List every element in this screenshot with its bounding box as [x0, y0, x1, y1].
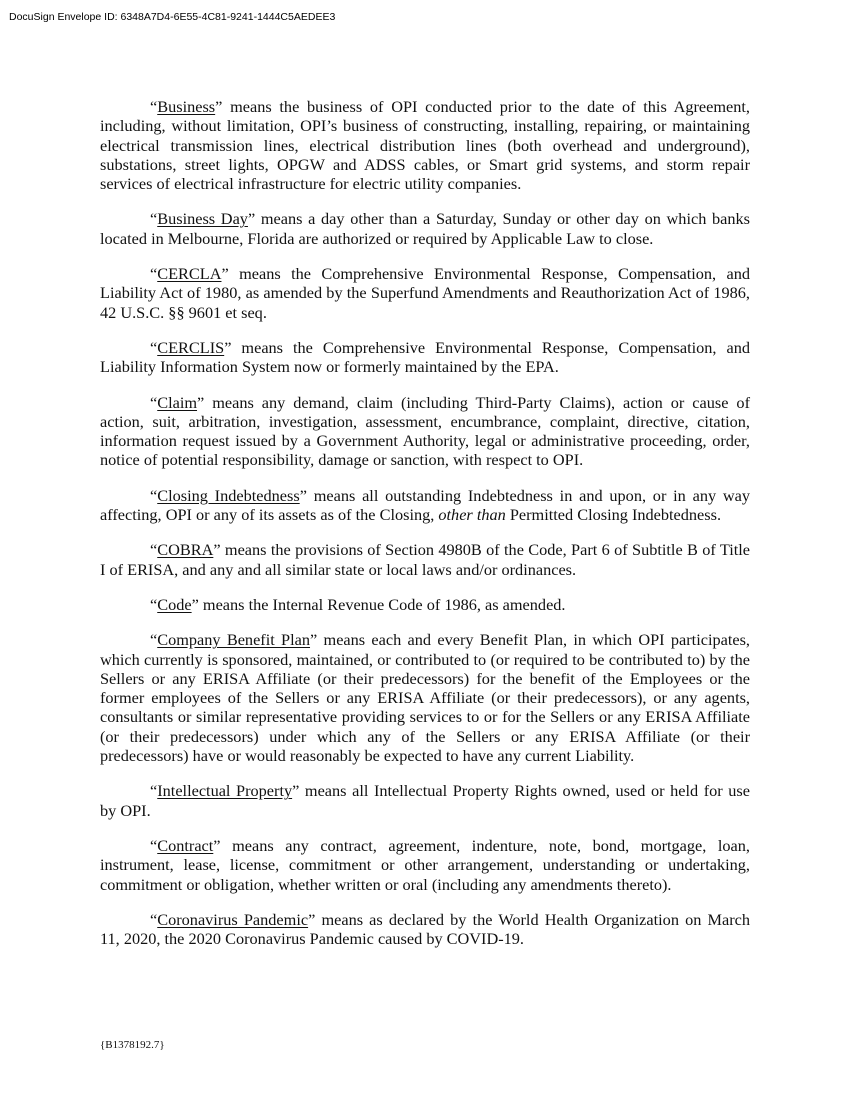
definition-text: means a day other than a Saturday, Sunday or other day on which banks located in Melbourne, Florida are authorized or required by Applicable Law to close. [100, 209, 750, 248]
definition-text: means the business of OPI conducted prior to the date of this Agreement, including, without limitation, OPI’s business of constructing, installing, repairing, or maintaining electrical transmission lines, electrical distribution lines (both overhead and underground), substations, street lights, OPGW and ADSS cables, or Smart grid systems, and storm repair services of electrical infrastructure for electric utility companies. [100, 97, 750, 194]
term-cerclis: CERCLIS [157, 337, 225, 357]
definition-business-day: “Business Day” means a day other than a Saturday, Sunday or other day on which banks located in Melbourne, Florida are authorized or required by Applicable Law to close. [100, 209, 750, 248]
definition-coronavirus-pandemic: “Coronavirus Pandemic” means as declared by the World Health Organization on March 11, 2020, the 2020 Coronavirus Pandemic caused by COVID-19. [100, 909, 751, 949]
definition-business: “Business” means the business of OPI conducted prior to the date of this Agreement, including, without limitation, OPI’s business of constructing, installing, repairing, or maintaining electrical transmission lines, electrical distribution lines (both overhead and underground), substations, street lights, OPGW and ADSS cables, or Smart grid systems, and storm repair services of electrical infrastructure for electric utility companies. [100, 97, 750, 194]
definition-text: means as declared by the World Health Organization on March 11, 2020, the 2020 Coronavirus Pandemic caused by COVID-19. [100, 909, 751, 949]
term-business: Business [157, 97, 216, 116]
definition-text: means the Comprehensive Environmental Response, Compensation, and Liability Information System now or formerly maintained by the EPA. [100, 337, 750, 377]
term-code: Code [157, 594, 192, 614]
definition-closing-indebtedness: “Closing Indebtedness” means all outstanding Indebtedness in and upon, or in any way affecting, OPI or any of its assets as of the Closing, other than Permitted Closing Indebtedness. [100, 485, 751, 525]
definitions-section [100, 97, 750, 964]
definition-company-benefit-plan: “Company Benefit Plan” means each and every Benefit Plan, in which OPI participates, which currently is sponsored, maintained, or contributed to (or required to be contributed to) by the Sellers or any ERISA Affiliate (or their predecessors) for the benefit of the Employees or the former employees of the Sellers or any ERISA Affiliate (or their predecessors), or any agents, consultants or similar representative providing services to or for the Sellers or any ERISA Affiliate (or their predecessors) under which any of the Sellers or any ERISA Affiliate (or their predecessors) have or would reasonably be expected to have any current Liability. [100, 630, 751, 766]
definition-cobra: “COBRA” means the provisions of Section 4980B of the Code, Part 6 of Subtitle B of Title I of ERISA, and any and all similar state or local laws and/or ordinances. [100, 540, 750, 579]
term-cercla: CERCLA [157, 264, 222, 284]
term-business-day: Business Day [157, 209, 248, 229]
term-coronavirus-pandemic: Coronavirus Pandemic [157, 909, 309, 929]
definition-text-tail: Permitted Closing Indebtedness. [505, 505, 722, 525]
definition-cerclis: “CERCLIS” means the Comprehensive Environmental Response, Compensation, and Liability Information System now or formerly maintained by the EPA. [100, 337, 750, 377]
definition-contract: “Contract” means any contract, agreement, indenture, note, bond, mortgage, loan, instrument, lease, license, commitment or other arrangement, understanding or undertaking, commitment or obligation, whether written or oral (including any amendments thereto). [100, 835, 750, 894]
term-intellectual-property: Intellectual Property [157, 781, 293, 801]
definition-text: means the Internal Revenue Code of 1986, as amended. [198, 594, 566, 614]
docusign-envelope-id: DocuSign Envelope ID: 6348A7D4-6E55-4C81-9241-1444C5AEDEE3 [9, 11, 336, 23]
definition-cercla: “CERCLA” means the Comprehensive Environmental Response, Compensation, and Liability Act of 1980, as amended by the Superfund Amendments and Reauthorization Act of 1986, 42 U.S.C. §§ 9601 et seq. [100, 264, 750, 322]
term-contract: Contract [157, 835, 214, 855]
document-footer-code: {B1378192.7} [100, 1039, 165, 1051]
definition-intellectual-property: “Intellectual Property” means all Intellectual Property Rights owned, used or held for use by OPI. [100, 781, 750, 820]
definition-text: means any demand, claim (including Third-Party Claims), action or cause of action, suit, arbitration, investigation, assessment, encumbrance, complaint, directive, citation, information request issued by a Government Authority, legal or administrative proceeding, order, notice of potential responsibility, damage or sanction, with respect to OPI. [100, 392, 750, 470]
definition-text: means the provisions of Section 4980B of the Code, Part 6 of Subtitle B of Title I of ERISA, and any and all similar state or local laws and/or ordinances. [100, 540, 750, 579]
definition-code: “Code” means the Internal Revenue Code of 1986, as amended. [150, 594, 566, 614]
term-cobra: COBRA [157, 540, 214, 560]
definition-text: means all Intellectual Property Rights owned, used or held for use by OPI. [100, 781, 750, 820]
definition-claim: “Claim” means any demand, claim (including Third-Party Claims), action or cause of action, suit, arbitration, investigation, assessment, encumbrance, complaint, directive, citation, information request issued by a Government Authority, legal or administrative proceeding, order, notice of potential responsibility, damage or sanction, with respect to OPI. [100, 392, 750, 470]
definition-text: means all outstanding Indebtedness in and upon, or in any way affecting, OPI or any of its assets as of the Closing, [100, 485, 751, 525]
definition-text: means each and every Benefit Plan, in which OPI participates, which currently is sponsored, maintained, or contributed to (or required to be contributed to) by the Sellers or any ERISA Affiliate (or their predecessors) for the benefit of the Employees or the former employees of the Sellers or any ERISA Affiliate (or their predecessors), or any agents, consultants or similar representative providing services to or for the Sellers or any ERISA Affiliate (or their predecessors) under which any of the Sellers or any ERISA Affiliate (or their predecessors) have or would reasonably be expected to have any current Liability. [100, 630, 751, 766]
term-closing-indebtedness: Closing Indebtedness [157, 485, 300, 505]
definition-emphasis: other than [438, 505, 506, 525]
term-company-benefit-plan: Company Benefit Plan [157, 630, 311, 650]
definition-text: means the Comprehensive Environmental Response, Compensation, and Liability Act of 1980, as amended by the Superfund Amendments and Reauthorization Act of 1986, 42 U.S.C. §§ 9601 et seq. [100, 264, 750, 322]
definition-text: means any contract, agreement, indenture, note, bond, mortgage, loan, instrument, lease, license, commitment or other arrangement, understanding or undertaking, commitment or obligation, whether written or oral (including any amendments thereto). [100, 835, 750, 894]
term-claim: Claim [157, 392, 198, 412]
